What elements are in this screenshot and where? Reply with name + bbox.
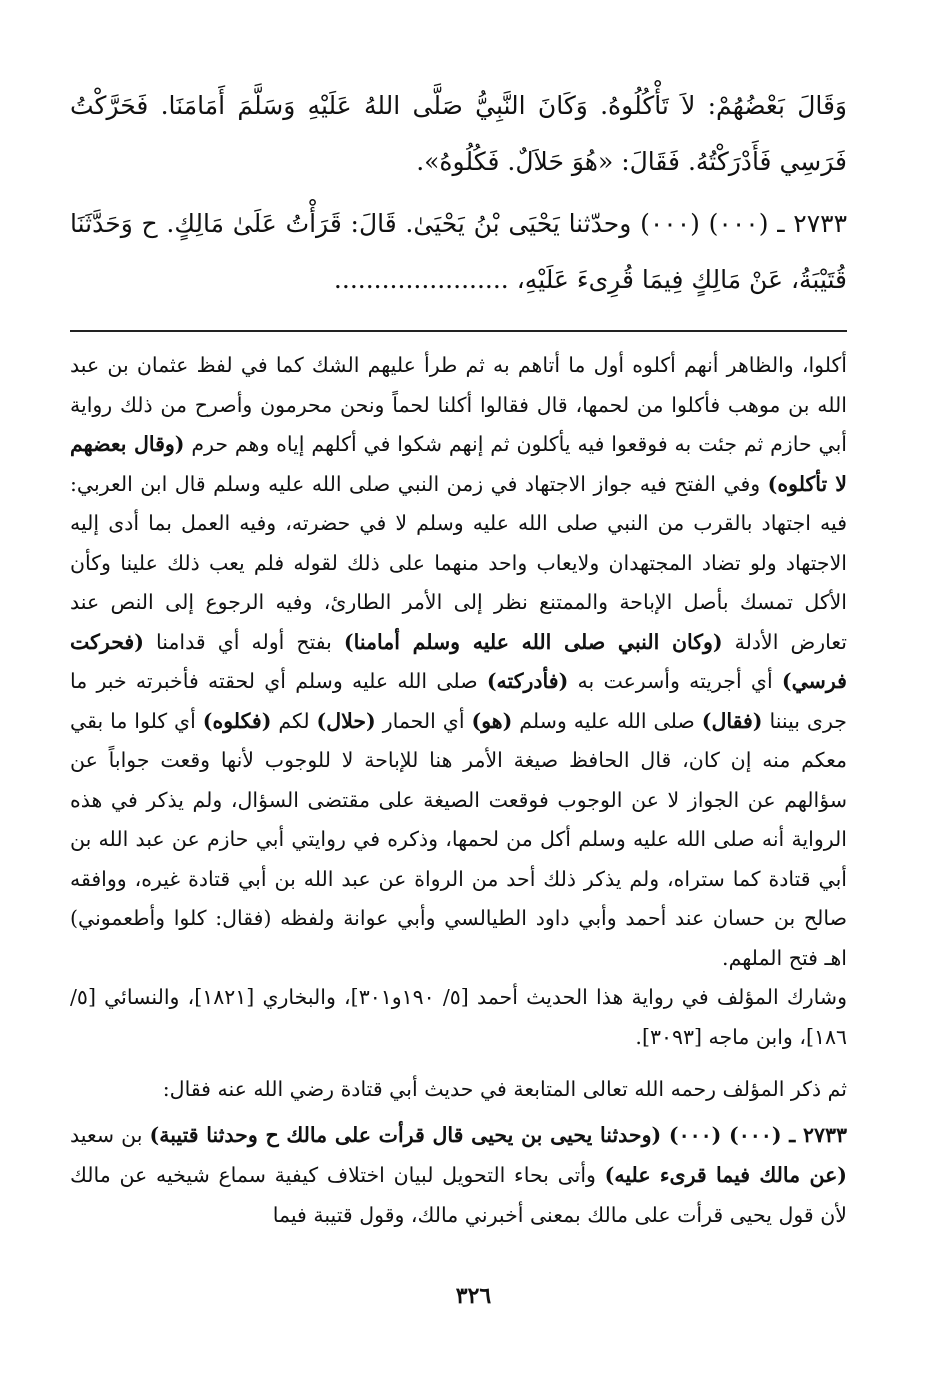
quoted-phrase: (وكان النبي صلى الله عليه وسلم أمامنا) xyxy=(343,629,723,654)
quoted-phrase: (فحركت فرسي) xyxy=(70,629,847,693)
page-number: ٣٢٦ xyxy=(455,1283,492,1309)
ellipsis-dots: ...................... xyxy=(333,265,509,294)
commentary-text: وأتى بحاء التحويل لبيان اختلاف كيفية سماع شيخيه عن مالك لأن قول يحيى قرأت على مالك بمعنى أخبرني مالك، وقول قتيبة فيما xyxy=(70,1163,847,1227)
commentary-section xyxy=(70,346,847,1057)
hadith-line xyxy=(70,196,847,308)
commentary-text: أي كلوا ما بقي معكم منه إن كان، قال الحافظ صيغة الأمر هنا للإباحة لا للوجوب لأنها وقعت جواباً عن سؤالهم عن الجواز لا عن الوجوب فوقعت الصيغة على مقتضى السؤال، ولم يذكر في هذه الرواية أنه صلى الله عليه وسلم أكل من لحمها، وذكره في روايتي أبي حازم عن عبد الله بن أبي قتادة كما ستراه، ولم يذكر ذلك أحد من الرواة عن عبد الله بن أبي قتادة غيره، ووافقه صالح بن حسان عند أحمد وأبي داود الطيالسي وأبي عوانة ولفظه (فقال: كلوا وأطعموني) اهـ فتح الملهم. xyxy=(70,708,847,970)
quoted-phrase: (عن مالك فيما قرىء عليه) xyxy=(604,1163,847,1187)
bottom-hadith-paragraph xyxy=(70,1115,847,1235)
commentary-text: صلى الله عليه وسلم xyxy=(519,708,695,733)
transition-line: ثم ذكر المؤلف رحمه الله تعالى المتابعة في حديث أبي قتادة رضي الله عنه فقال: xyxy=(162,1077,847,1101)
commentary-text: أي الحمار xyxy=(382,708,465,733)
quoted-phrase: (هو) xyxy=(471,708,513,733)
references-paragraph: وشارك المؤلف في رواية هذا الحديث أحمد [٥/ ١٩٠و٣٠١]، والبخاري [١٨٢١]، والنسائي [٥/ ١٨٦]، وابن ماجه [٣٠٩٣]. xyxy=(70,985,847,1049)
commentary-text: وفي الفتح فيه جواز الاجتهاد في زمن النبي صلى الله عليه وسلم قال ابن العربي: فيه اجتهاد بالقرب من النبي صلى الله عليه وسلم لا في حضرته، وفيه العمل بما أدى إليه الاجتهاد ولو تضاد المجتهدان ولايعاب واحد منهما على ذلك لقوله فلم يعب ذلك علينا وكأن الأكل تمسك بأصل الإباحة والممتنع نظر إلى الأمر الطارئ، وفيه الرجوع إلى النص عند تعارض الأدلة xyxy=(70,471,847,654)
quoted-phrase: ٢٧٣٣ ـ (٠٠٠) (٠٠٠) (وحدثنا يحيى بن يحيى قال قرأت على مالك ح وحدثنا قتيبة) xyxy=(149,1123,847,1147)
quoted-phrase: (وقال بعضهم لا تأكلوه) xyxy=(70,432,847,496)
commentary-text: بن سعيد xyxy=(70,1123,143,1147)
hadith-block xyxy=(70,78,847,308)
quoted-phrase: (فقال) xyxy=(701,708,763,733)
commentary-paragraph xyxy=(70,346,847,978)
footnote-divider xyxy=(70,330,847,332)
quoted-phrase: (حلال) xyxy=(316,708,376,733)
quoted-phrase: (فكلوه) xyxy=(202,708,272,733)
commentary-text: صلى الله عليه وسلم أي لحقته فأخبرته خبر ما جرى بيننا xyxy=(70,669,847,733)
quoted-phrase: (فأدركته) xyxy=(486,669,569,693)
page-body xyxy=(70,78,847,1235)
commentary-text: أكلوا، والظاهر أنهم أكلوه أول ما أتاهم به ثم طرأ عليهم الشك كما في لفظ عثمان بن عبد الله بن موهب فأكلوا من لحمها، قال فقالوا أكلنا لحماً ونحن محرمون وأصرح من ذلك رواية أبي حازم ثم جئت به فوقعوا فيه يأكلون ثم إنهم شكوا في أكلهم إياه وهم حرم xyxy=(70,353,847,456)
commentary-text: لكم xyxy=(278,708,310,733)
commentary-text: بفتح أوله أي قدامنا xyxy=(155,629,332,654)
hadith-chain: ٢٧٣٣ ـ (٠٠٠) (٠٠٠) وحدّثنا يَحْيَى بْنُ يَحْيَىٰ. قَالَ: قَرَأْتُ عَلَىٰ مَالِكٍ. ح وَحَدَّثَنَا قُتَيْبَةُ، عَنْ مَالِكٍ فِيمَا قُرِىءَ عَلَيْهِ، xyxy=(70,209,847,294)
commentary-text: أي أجريته وأسرعت به xyxy=(577,669,773,693)
hadith-line: وَقَالَ بَعْضُهُمْ: لاَ تَأْكُلُوهُ. وَكَانَ النَّبِيُّ صَلَّى اللهُ عَلَيْهِ وَسَلَّمَ أَمَامَنَا. فَحَرَّكْتُ فَرَسِي فَأَدْرَكْتُهُ. فَقَالَ: «هُوَ حَلاَلٌ. فَكُلُوهُ». xyxy=(70,91,847,176)
